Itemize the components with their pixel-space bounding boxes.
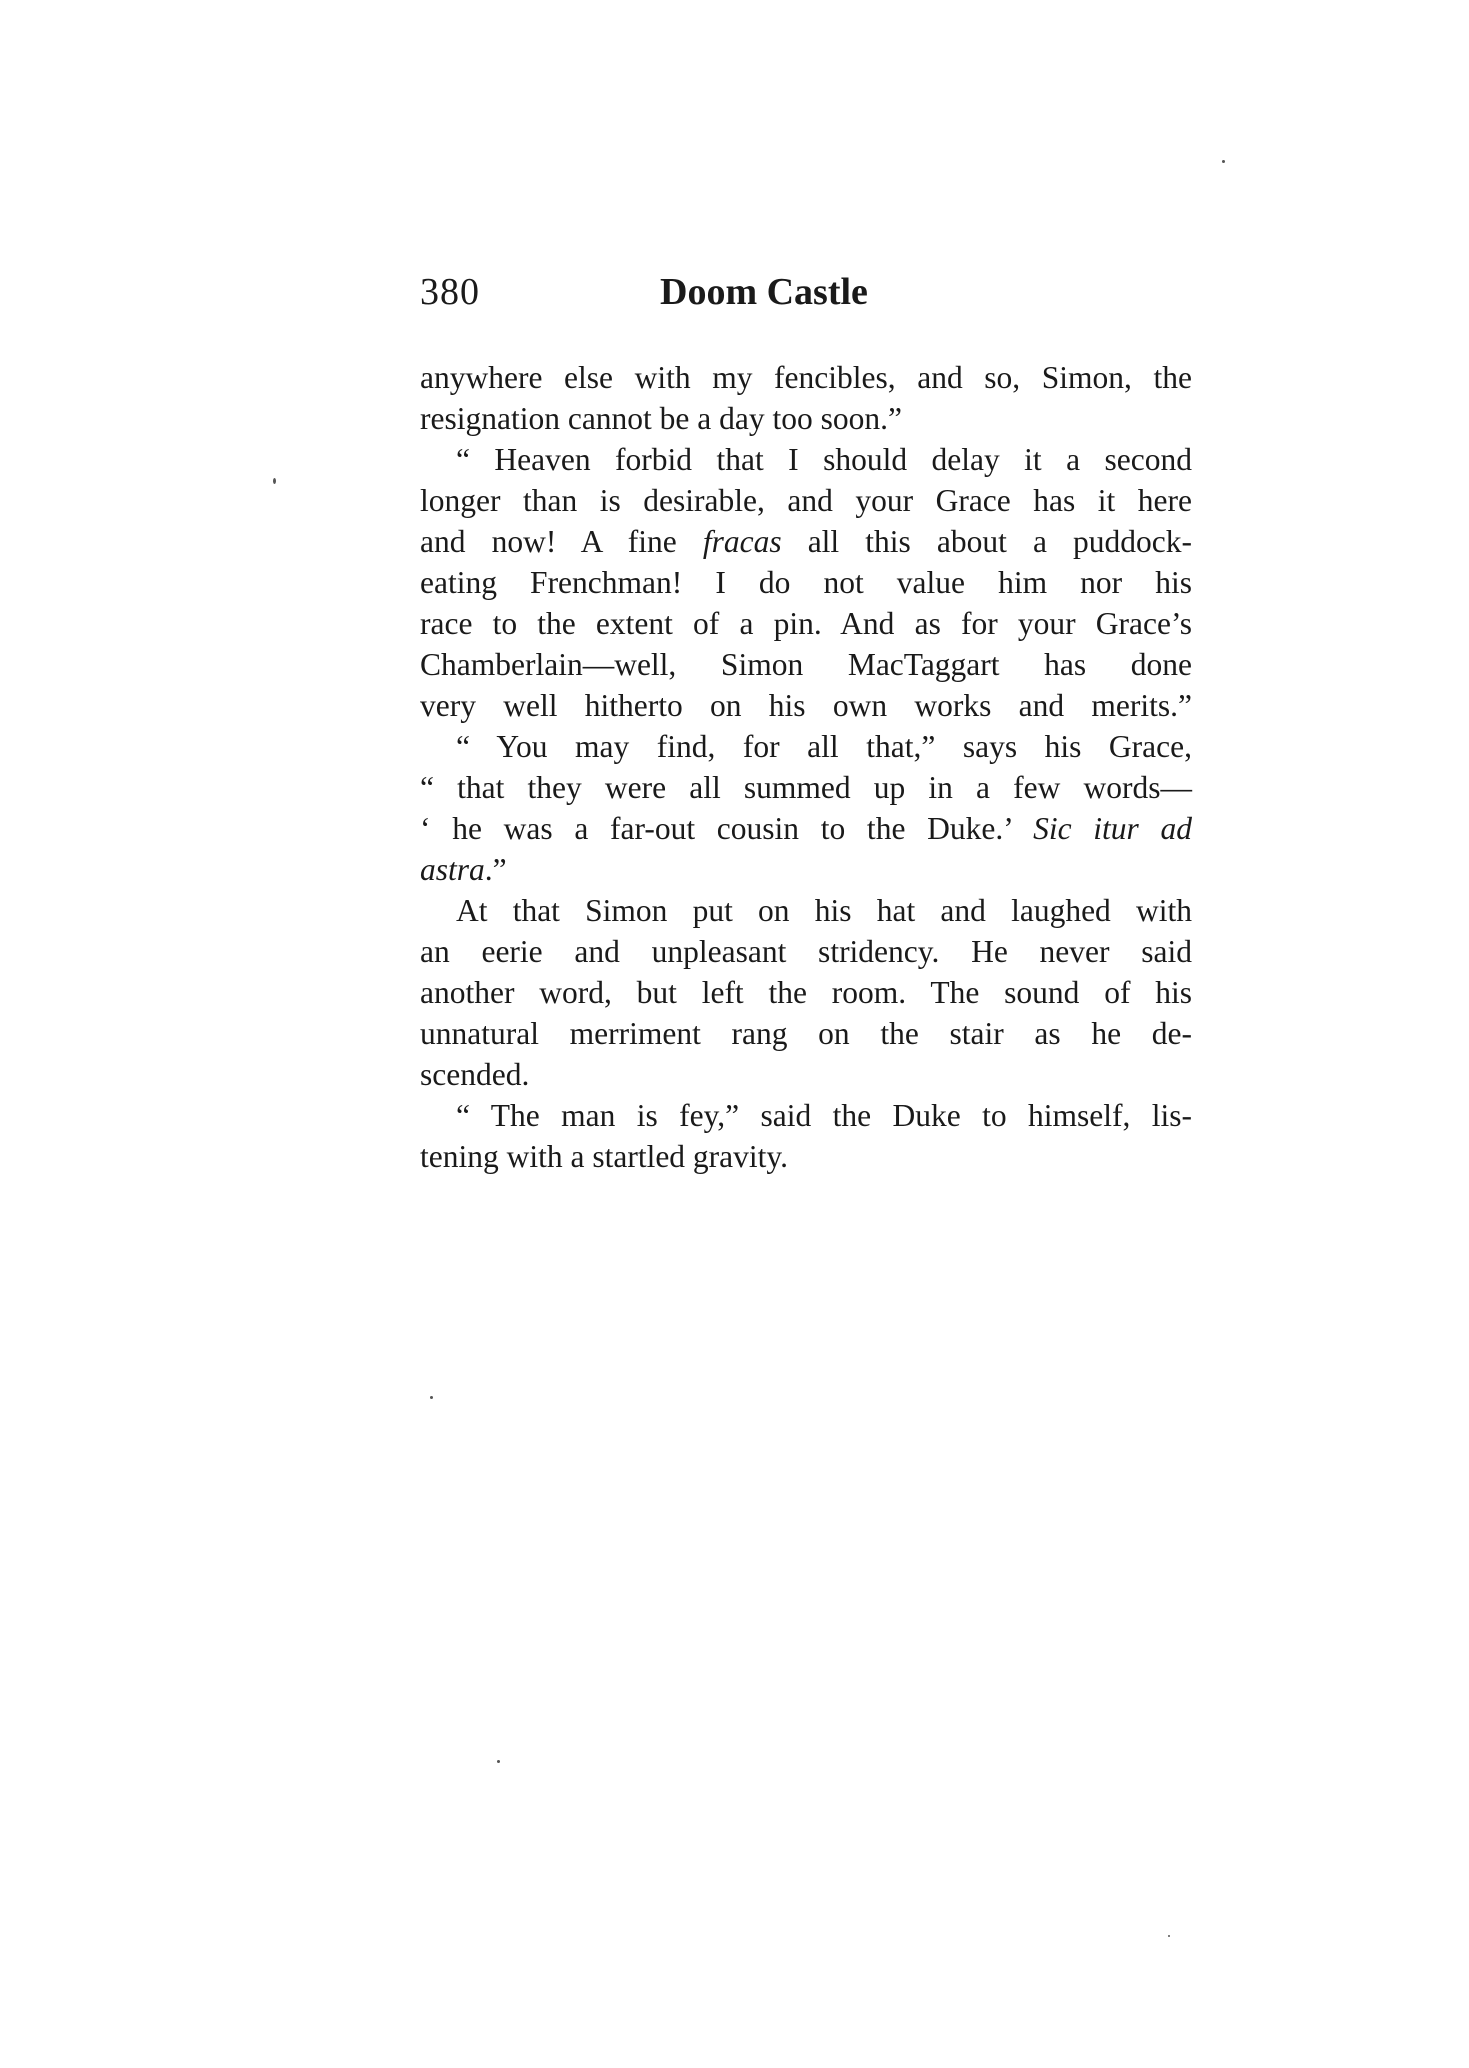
- text-line: Chamberlain—well, Simon MacTaggart has done: [420, 647, 1192, 682]
- text-line: “ You may find, for all that,” says his Grace,: [456, 729, 1192, 764]
- text-line: tening with a startled gravity.: [420, 1139, 788, 1174]
- text-line: scended.: [420, 1057, 530, 1092]
- text-line: anywhere else with my fencibles, and so, Simon, the: [420, 360, 1192, 395]
- text-line: At that Simon put on his hat and laughed with: [456, 893, 1192, 928]
- scan-speck: [1168, 1935, 1170, 1937]
- text-line: ‘ he was a far-out cousin to the Duke.’ Sic itur ad: [420, 811, 1192, 846]
- text-line: longer than is desirable, and your Grace has it here: [420, 483, 1192, 518]
- scan-speck: [497, 1760, 500, 1763]
- scan-speck: [1222, 160, 1225, 163]
- text-line: another word, but left the room. The sound of his: [420, 975, 1192, 1010]
- text-line: and now! A fine fracas all this about a puddock-: [420, 524, 1192, 559]
- page-number: 380: [420, 271, 480, 313]
- text-line: very well hitherto on his own works and merits.”: [420, 688, 1192, 723]
- scan-speck: [273, 478, 276, 484]
- running-title: Doom Castle: [660, 271, 868, 313]
- text-line: “ that they were all summed up in a few words—: [420, 770, 1192, 805]
- scan-speck: [430, 1396, 433, 1399]
- text-line: resignation cannot be a day too soon.”: [420, 401, 902, 436]
- text-line: eating Frenchman! I do not value him nor his: [420, 565, 1192, 600]
- text-line: astra.”: [420, 852, 507, 887]
- text-line: race to the extent of a pin. And as for your Grace’s: [420, 606, 1192, 641]
- text-line: “ Heaven forbid that I should delay it a second: [456, 442, 1192, 477]
- text-line: unnatural merriment rang on the stair as he de-: [420, 1016, 1192, 1051]
- page-header: [420, 270, 1192, 330]
- text-line: “ The man is fey,” said the Duke to himself, lis-: [456, 1098, 1192, 1133]
- body-text: [420, 357, 1192, 1177]
- text-line: an eerie and unpleasant stridency. He never said: [420, 934, 1192, 969]
